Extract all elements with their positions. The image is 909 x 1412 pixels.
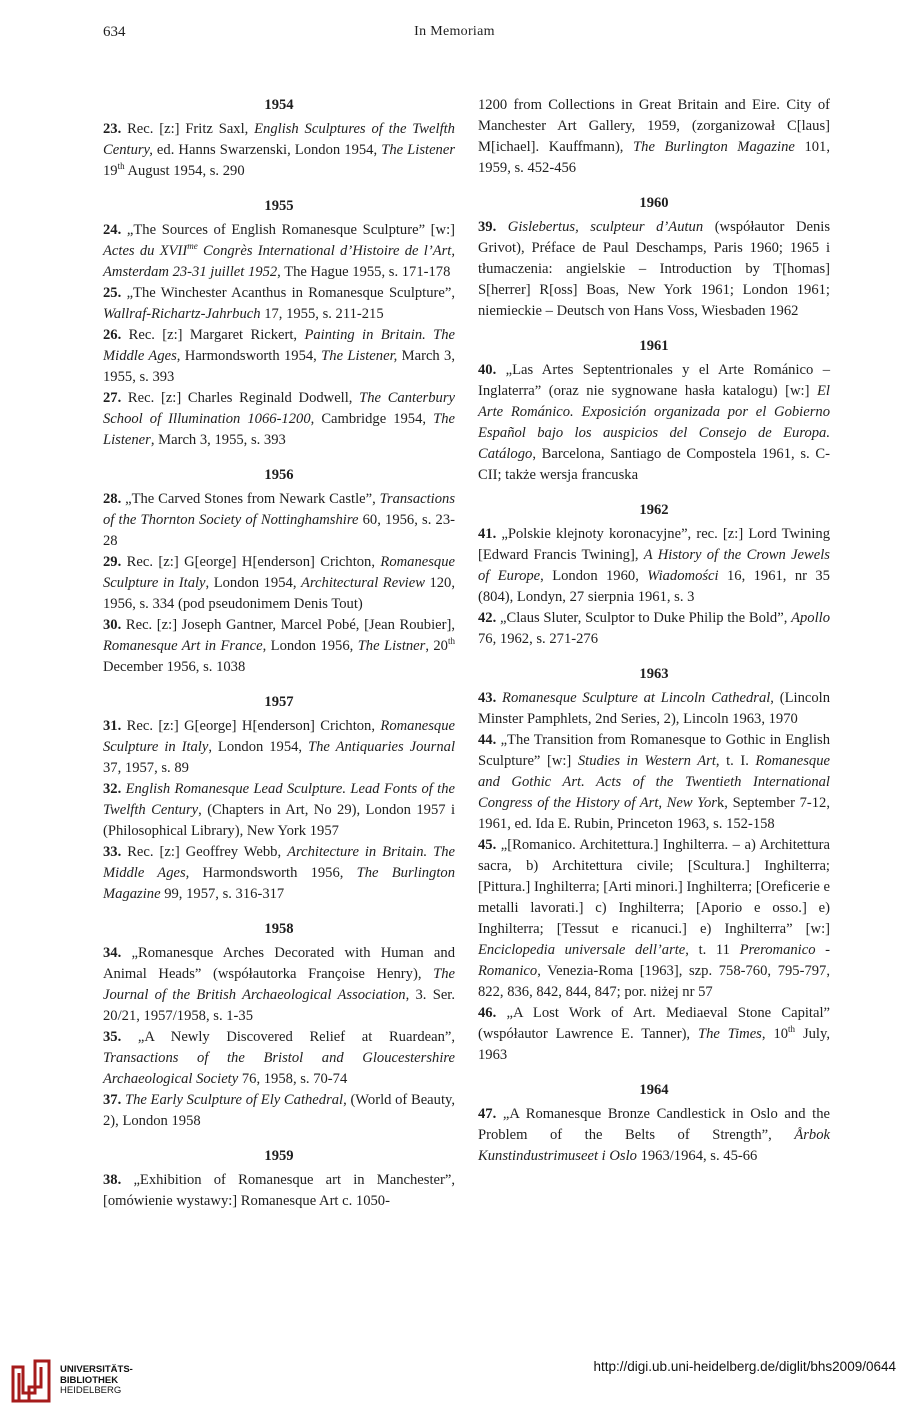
year-heading: 1960 bbox=[639, 195, 669, 211]
entry-number: 38. bbox=[103, 1172, 122, 1188]
bibliography-entry: 24. „The Sources of English Romanesque Sculpture” [w:] Actes du $XVII^{me}$ Congrès International d’Histoire de l’Art, Amsterdam 23-31 juillet 1952, The Hague 1955, s. 171-178 bbox=[103, 222, 456, 280]
entry-number: 34. bbox=[103, 945, 122, 961]
entry-number: 42. bbox=[478, 610, 497, 626]
entry-number: 30. bbox=[103, 617, 122, 633]
bibliography-entry: 34. „Romanesque Arches Decorated with Human and Animal Heads” (współautorka Françoise Henry), The Journal of the British Archaeological Association, 3. Ser. 20/21, 1957/1958, s. 1-35 bbox=[103, 945, 456, 1024]
entry-number: 47. bbox=[478, 1106, 497, 1122]
entry-number: 23. bbox=[103, 121, 122, 137]
entry-number: 40. bbox=[478, 362, 497, 378]
bibliography-entry: 39. Gislebertus, sculpteur d’Autun (współautor Denis Grivot), Préface de Paul Deschamps, Paris 1960; 1965 i tłumaczenia: angielskie – Introduction by T[homas] S[herrer] R[oss] Boas, New York 1961; London 1961; niemieckie – Deutsch von Hans Voss, Wiesbaden 1962 bbox=[478, 219, 830, 319]
entry-number: 24. bbox=[103, 222, 122, 238]
entry-number: 25. bbox=[103, 285, 122, 301]
entry-number: 32. bbox=[103, 781, 122, 797]
entry-number: 46. bbox=[478, 1005, 497, 1021]
bibliography-entry: 40. „Las Artes Septentrionales y el Arte Románico – Inglaterra” (oraz nie sygnowane hasła katalogu) [w:] El Arte Románico. Exposición organizada por el Gobierno Español bajo los auspicios del Consejo de Europa. Catálogo, Barcelona, Santiago de Compostela 1961, s. C-CII; także wersja francuska bbox=[478, 362, 830, 483]
bibliography-entry: 32. English Romanesque Lead Sculpture. Lead Fonts of the Twelfth Century, (Chapters in Art, No 29), London 1957 i (Philosophical Library), New York 1957 bbox=[103, 781, 455, 839]
page-number: 634 bbox=[103, 24, 126, 40]
bibliography-entry: 30. Rec. [z:] Joseph Gantner, Marcel Pobé, [Jean Roubier], Romanesque Art in France, London 1956, The Listner, 20th December 1956, s. 1038 bbox=[103, 617, 455, 675]
entry-number: 26. bbox=[103, 327, 122, 343]
bibliography-entry: 28. „The Carved Stones from Newark Castle”, Transactions of the Thornton Society of Nottinghamshire 60, 1956, s. 23-28 bbox=[103, 491, 455, 549]
bibliography-entry: 35. „A Newly Discovered Relief at Ruardean”, Transactions of the Bristol and Gloucestershire Archaeological Society 76, 1958, s. 70-74 bbox=[103, 1029, 455, 1087]
year-heading: 1959 bbox=[264, 1148, 294, 1164]
entry-number: 29. bbox=[103, 554, 122, 570]
year-heading: 1957 bbox=[264, 694, 294, 710]
year-heading: 1958 bbox=[264, 921, 294, 937]
entry-number: 45. bbox=[478, 837, 497, 853]
bibliography-entry: 26. Rec. [z:] Margaret Rickert, Painting in Britain. The Middle Ages, Harmondsworth 1954, The Listener, March 3, 1955, s. 393 bbox=[103, 327, 456, 385]
source-url-link[interactable]: http://digi.ub.uni-heidelberg.de/diglit/bhs2009/0644 bbox=[593, 1359, 896, 1374]
entry-number: 27. bbox=[103, 390, 122, 406]
entry-number: 37. bbox=[103, 1092, 122, 1108]
bibliography-entry: 41. „Polskie klejnoty koronacyjne”, rec. [z:] Lord Twining [Edward Francis Twining], A History of the Crown Jewels of Europe, London 1960, Wiadomości 16, 1961, nr 35 (804), Londyn, 27 sierpnia 1961, s. 3 bbox=[478, 526, 830, 605]
left-column bbox=[103, 95, 455, 1212]
bibliography-entry: 27. Rec. [z:] Charles Reginald Dodwell, The Canterbury School of Illumination 1066-1200, Cambridge 1954, The Listener, March 3, 1955, s. 393 bbox=[103, 390, 455, 448]
running-title: In Memoriam bbox=[414, 24, 495, 39]
bibliography-entry: 37. The Early Sculpture of Ely Cathedral, (World of Beauty, 2), London 1958 bbox=[103, 1092, 456, 1129]
bibliography-entry: 29. Rec. [z:] G[eorge] H[enderson] Crichton, Romanesque Sculpture in Italy, London 1954, Architectural Review 120, 1956, s. 334 (pod pseudonimem Denis Tout) bbox=[103, 554, 455, 612]
footer bbox=[0, 1345, 909, 1412]
year-heading: 1961 bbox=[639, 338, 669, 354]
entry-number: 31. bbox=[103, 718, 122, 734]
entry-number: 44. bbox=[478, 732, 497, 748]
bibliography-entry: 46. „A Lost Work of Art. Mediaeval Stone Capital” (współautor Lawrence E. Tanner), The Times, 10th July, 1963 bbox=[478, 1005, 830, 1063]
bibliography-entry: 31. Rec. [z:] G[eorge] H[enderson] Crichton, Romanesque Sculpture in Italy, London 1954, The Antiquaries Journal 37, 1957, s. 89 bbox=[103, 718, 455, 776]
bibliography-entry: 1200 from Collections in Great Britain and Eire. City of Manchester Art Gallery, 1959, (zorganizował C[laus] M[ichael]. Kauffmann), The Burlington Magazine 101, 1959, s. 452-456 bbox=[478, 97, 830, 176]
entry-number: 28. bbox=[103, 491, 122, 507]
bibliography-entry: 33. Rec. [z:] Geoffrey Webb, Architecture in Britain. The Middle Ages, Harmondsworth 1956, The Burlington Magazine 99, 1957, s. 316-317 bbox=[103, 844, 456, 902]
bibliography-entry: 45. „[Romanico. Architettura.] Inghilterra. – a) Architettura sacra, b) Architettura civile; [Scultura.] Inghilterra; [Pittura.] Inghilterra; [Arti minori.] Inghilterra; [Oreficerie e metalli lavorati.] c) Inghilterra; [Aporio e osso.] e) Inghilterra; [Tessut e ricanuci.] e) Inghilterra” [w:] Enciclopedia universale dell’arte, t. 11 Preromanico - Romanico, Venezia-Roma [1963], szp. 758-760, 795-797, 822, 836, 842, 844, 847; por. niżej nr 57 bbox=[478, 837, 830, 1000]
year-heading: 1954 bbox=[264, 97, 294, 113]
entry-number: 43. bbox=[478, 690, 497, 706]
bibliography-entry: 23. Rec. [z:] Fritz Saxl, English Sculptures of the Twelfth Century, ed. Hanns Swarzenski, London 1954, The Listener 19th August 1954, s. 290 bbox=[103, 121, 456, 179]
library-name: UNIVERSITÄTS- BIBLIOTHEK HEIDELBERG bbox=[60, 1364, 133, 1396]
bibliography-entry: 44. „The Transition from Romanesque to Gothic in English Sculpture” [w:] Studies in Western Art, t. I. Romanesque and Gothic Art. Acts of the Twentieth International Congress of the History of Art, New York, September 7-12, 1961, ed. Ida E. Rubin, Princeton 1963, s. 152-158 bbox=[478, 732, 830, 832]
bibliography-entry: 47. „A Romanesque Bronze Candlestick in Oslo and the Problem of the Belts of Strength”, Årbok Kunstindustrimuseet i Oslo 1963/1964, s. 45-66 bbox=[478, 1106, 830, 1164]
year-heading: 1963 bbox=[639, 666, 669, 682]
year-heading: 1962 bbox=[639, 502, 669, 518]
year-heading: 1964 bbox=[639, 1082, 669, 1098]
year-heading: 1956 bbox=[264, 467, 294, 483]
entry-number: 33. bbox=[103, 844, 122, 860]
entry-number: 35. bbox=[103, 1029, 122, 1045]
entry-number: 41. bbox=[478, 526, 497, 542]
entry-number: 39. bbox=[478, 219, 497, 235]
year-heading: 1955 bbox=[264, 198, 294, 214]
bibliography-entry: 38. „Exhibition of Romanesque art in Manchester”, [omówienie wystawy:] Romanesque Art c. 1050- bbox=[103, 1172, 455, 1209]
bibliography-entry: 42. „Claus Sluter, Sculptor to Duke Philip the Bold”, Apollo 76, 1962, s. 271-276 bbox=[478, 610, 830, 647]
library-logo-icon bbox=[9, 1357, 53, 1405]
bibliography-entry: 43. Romanesque Sculpture at Lincoln Cathedral, (Lincoln Minster Pamphlets, 2nd Series, 2), Lincoln 1963, 1970 bbox=[478, 690, 830, 727]
right-column bbox=[478, 95, 830, 1167]
bibliography-entry: 25. „The Winchester Acanthus in Romanesque Sculpture”, Wallraf-Richartz-Jahrbuch 17, 1955, s. 211-215 bbox=[103, 285, 455, 322]
